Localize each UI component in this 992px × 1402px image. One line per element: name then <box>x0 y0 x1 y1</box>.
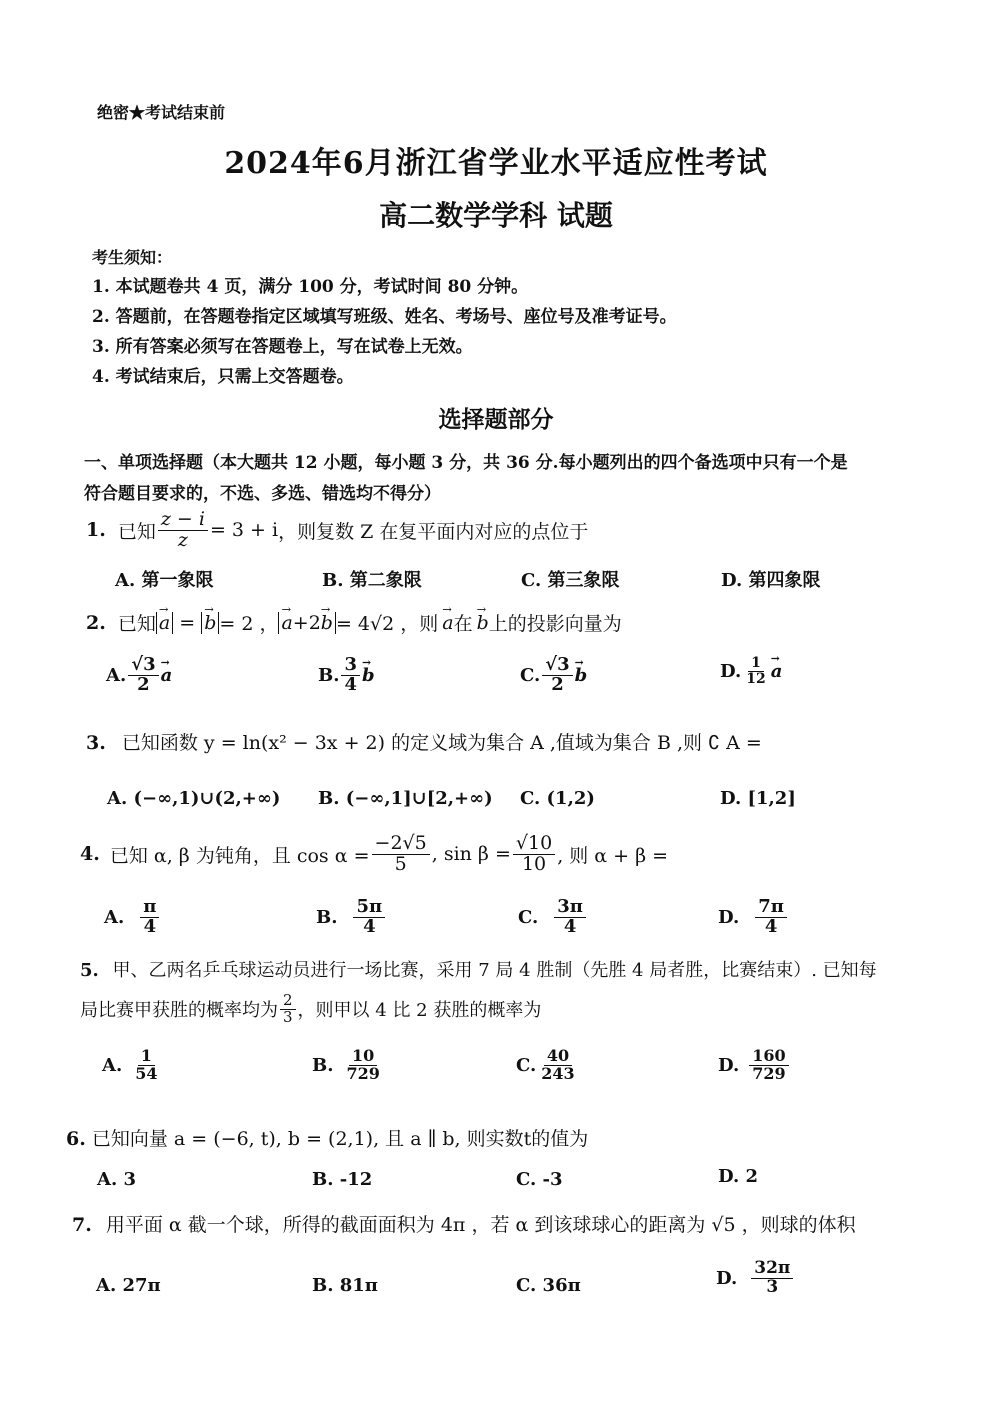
option-label: A. <box>102 1054 123 1076</box>
question-7 <box>72 1210 856 1237</box>
fraction-numerator: 40 <box>544 1048 572 1066</box>
option-label: D. <box>716 1267 738 1289</box>
option-a[interactable]: A. 27π <box>96 1275 161 1296</box>
option-a[interactable] <box>102 1048 163 1083</box>
option-d[interactable]: D. 第四象限 <box>721 570 821 591</box>
vector-magnitude: → a+2→ b <box>278 612 336 634</box>
fraction-numerator: 5π <box>353 898 385 918</box>
exam-title: 2024年6月浙江省学业水平适应性考试 <box>224 146 768 181</box>
fraction-denominator: 729 <box>346 1063 380 1083</box>
option-d[interactable]: D. 2 <box>718 1166 759 1187</box>
vector-magnitude: → a <box>156 612 173 634</box>
fraction-numerator: 32π <box>751 1260 793 1279</box>
option-label: C. <box>518 906 539 928</box>
question-text: 在 <box>453 613 473 635</box>
question-text: ，则复数 Z 在复平面内对应的点位于 <box>278 520 589 543</box>
fraction-numerator: 3π <box>554 898 586 918</box>
question-text: 用平面 α 截一个球，所得的截面面积为 4π ，若 α 到该球球心的距离为 √5 ，则球的体积 <box>105 1214 856 1236</box>
option-label: A. <box>104 906 125 928</box>
question-5-line2 <box>80 993 541 1026</box>
option-b[interactable] <box>312 1048 385 1083</box>
question-1 <box>86 510 588 551</box>
notice-item: 2. 答题前，在答题卷指定区域填写班级、姓名、考场号、座位号及准考证号。 <box>92 307 677 327</box>
option-a[interactable]: A. 3 <box>97 1169 137 1190</box>
fraction-denominator: 3 <box>766 1276 779 1297</box>
option-c[interactable]: C. 36π <box>516 1275 581 1296</box>
fraction-denominator: 4 <box>764 915 778 937</box>
fraction-denominator: 5 <box>394 852 407 875</box>
question-number: 2. <box>86 611 106 634</box>
notice-item: 1. 本试题卷共 4 页，满分 100 分，考试时间 80 分钟。 <box>92 277 529 297</box>
fraction-denominator: 4 <box>344 673 358 695</box>
option-c[interactable]: C. $\frac{√3}{2}$ → b <box>520 656 587 695</box>
option-b[interactable]: B. $\frac{3}{4}$ → b <box>318 656 375 695</box>
option-label: C. <box>516 1054 537 1076</box>
option-label: D. <box>718 906 740 928</box>
option-b[interactable]: B. 81π <box>312 1275 378 1296</box>
option-d[interactable]: D. [1,2] <box>720 788 796 809</box>
option-a[interactable] <box>104 898 161 937</box>
section-title: 选择题部分 <box>438 406 554 433</box>
option-d[interactable] <box>716 1260 795 1297</box>
fraction-numerator: 10 <box>349 1048 377 1066</box>
option-label: B. <box>316 906 338 928</box>
notice-item: 4. 考试结束后，只需上交答题卷。 <box>92 367 354 387</box>
question-text: 已知 <box>117 613 156 635</box>
fraction-numerator: 2 <box>280 993 296 1010</box>
option-c[interactable]: C. 第三象限 <box>521 570 620 591</box>
question-6 <box>66 1124 588 1151</box>
section-instructions: 一、单项选择题（本大题共 12 小题，每小题 3 分，共 36 分.每小题列出的四个备选项中只有一个是 <box>84 453 848 473</box>
fraction-numerator: 1 <box>138 1048 155 1066</box>
question-text: = 4√2 ，则 <box>335 613 439 635</box>
option-label: D. <box>718 1054 740 1076</box>
question-text: 已知函数 y = ln(x² − 3x + 2) 的定义域为集合 A ,值域为集合 B ,则 ∁ A = <box>121 732 762 754</box>
fraction <box>158 510 208 551</box>
option-d[interactable] <box>718 1048 791 1083</box>
option-label: B. <box>312 1054 334 1076</box>
fraction-denominator: 2 <box>551 673 564 695</box>
fraction-denominator: 12 <box>746 670 766 687</box>
option-label: D. <box>720 660 742 682</box>
option-c[interactable] <box>518 898 588 937</box>
fraction-denominator: 2 <box>137 673 150 695</box>
fraction-denominator: 3 <box>283 1007 293 1026</box>
vector-magnitude: → b <box>201 612 219 634</box>
option-b[interactable]: B. (−∞,1]∪[2,+∞) <box>318 788 493 809</box>
question-4 <box>80 834 668 875</box>
fraction-numerator: z − i <box>158 510 208 531</box>
option-d[interactable] <box>718 898 789 937</box>
question-text: = 2 ， <box>219 613 279 635</box>
question-number: 3. <box>86 732 106 754</box>
fraction-numerator: √3 <box>128 656 158 676</box>
option-label: B. <box>318 664 340 686</box>
fraction-denominator: 54 <box>135 1063 158 1083</box>
option-a[interactable]: A. $\frac{√3}{2}$ → a <box>106 656 172 695</box>
section-instructions: 符合题目要求的，不选、多选、错选均不得分） <box>84 484 441 504</box>
question-text: , 则 α + β = <box>557 844 669 867</box>
fraction-numerator: 1 <box>748 656 764 672</box>
question-2: 2. 已知 → a = → b = 2 ， → a+2→ b = 4√2 ，则 → a 在 → b 上的投影向量为 <box>86 609 622 636</box>
option-label: A. <box>106 664 127 686</box>
fraction-denominator: 4 <box>363 915 376 937</box>
fraction-denominator: 4 <box>143 915 157 937</box>
notice-item: 3. 所有答案必须写在答题卷上，写在试卷上无效。 <box>92 337 473 357</box>
option-b[interactable] <box>316 898 387 937</box>
option-c[interactable]: C. -3 <box>516 1169 563 1190</box>
question-text: 已知 <box>117 520 156 543</box>
option-d[interactable]: D. $\frac{1}{12}$ → a <box>720 656 782 686</box>
option-b[interactable]: B. -12 <box>312 1169 373 1190</box>
question-text: , sin β = <box>431 843 511 866</box>
option-b[interactable]: B. 第二象限 <box>322 570 422 591</box>
option-a[interactable]: A. 第一象限 <box>115 570 214 591</box>
question-number: 6. <box>66 1128 86 1150</box>
exam-subtitle: 高二数学学科 试题 <box>379 199 613 232</box>
question-text: 上的投影向量为 <box>488 613 622 635</box>
confidential-label: 绝密★考试结束前 <box>97 103 226 122</box>
equation: = 3 + i <box>209 519 279 542</box>
fraction-numerator: 7π <box>755 898 787 918</box>
question-text: 已知向量 a = (−6, t), b = (2,1), 且 a ∥ b, 则实数t的值为 <box>91 1128 589 1150</box>
question-number: 1. <box>86 519 106 542</box>
fraction-denominator: 243 <box>541 1063 575 1083</box>
fraction-numerator: √3 <box>542 656 572 676</box>
fraction-denominator: 10 <box>521 852 547 875</box>
question-text: 已知 α, β 为钝角，且 cos α = <box>109 844 370 867</box>
fraction-numerator: √10 <box>513 834 555 855</box>
question-number: 4. <box>80 843 100 866</box>
question-5 <box>80 956 877 982</box>
notice-heading: 考生须知： <box>92 248 173 267</box>
question-text: 甲、乙两名乒乓球运动员进行一场比赛，采用 7 局 4 胜制（先胜 4 局者胜，比赛结束）. 已知每 <box>112 960 877 981</box>
fraction-denominator: 729 <box>752 1063 786 1083</box>
question-number: 5. <box>80 960 99 981</box>
option-c[interactable]: C. (1,2) <box>520 788 595 809</box>
fraction-numerator: −2√5 <box>372 834 430 855</box>
fraction-numerator: 3 <box>341 656 360 676</box>
fraction-denominator: 4 <box>563 915 577 937</box>
option-c[interactable] <box>516 1048 580 1083</box>
question-3 <box>86 728 762 755</box>
option-a[interactable]: A. (−∞,1)∪(2,+∞) <box>107 788 281 809</box>
question-text: 局比赛甲获胜的概率均为 <box>80 1000 278 1022</box>
fraction-numerator: 160 <box>749 1048 788 1066</box>
fraction-denominator: z <box>177 528 188 551</box>
question-text: ，则甲以 4 比 2 获胜的概率为 <box>297 1000 542 1022</box>
option-label: C. <box>520 664 541 686</box>
fraction-numerator: π <box>140 898 159 918</box>
question-number: 7. <box>72 1214 92 1236</box>
